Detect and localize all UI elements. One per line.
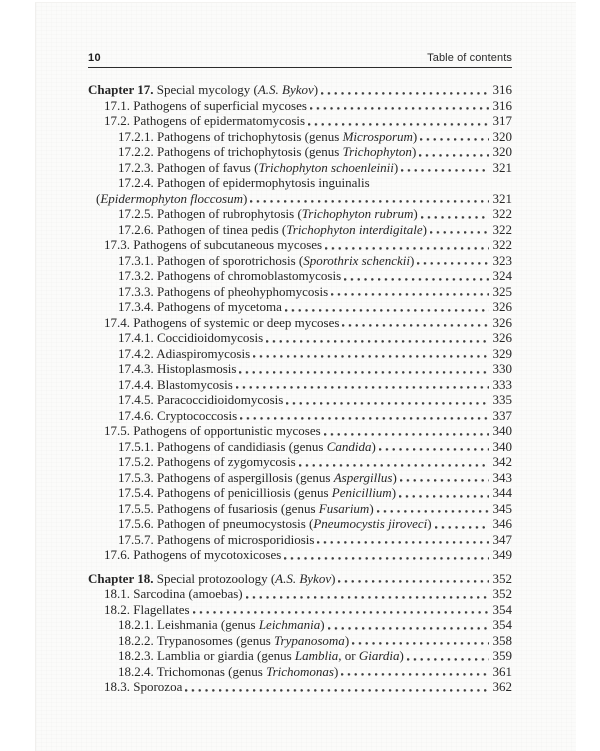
toc-entry: [88, 361, 512, 377]
dot-leader: [344, 268, 488, 284]
toc-entry: [88, 237, 512, 253]
toc-entry: [88, 315, 512, 331]
toc-entry-page: 317: [492, 113, 512, 128]
toc-entry: [88, 571, 512, 587]
toc-entry: [88, 206, 512, 222]
dot-leader: [193, 602, 489, 618]
toc-entry-page: 321: [492, 159, 512, 175]
toc-entry-text: 17.2.4. Pathogen of epidermophytosis inguinalis: [118, 175, 370, 190]
toc-entry-text: 17.2.1. Pathogens of trichophytosis (genus Microsporum): [118, 128, 418, 144]
toc-entry-text: 17.2.3. Pathogen of favus (Trichophyton schoenleinii): [118, 159, 399, 175]
toc-entry-text: 17.4. Pathogens of systemic or deep mycoses: [104, 314, 340, 330]
dot-leader: [250, 191, 488, 207]
toc-entry-text: Chapter 18. Special protozoology (A.S. Bykov): [88, 570, 336, 586]
dot-leader: [253, 346, 488, 362]
toc-entry: [88, 175, 512, 191]
toc-entry-text: 17.5.4. Pathogens of penicilliosis (genus Penicillium): [118, 485, 397, 500]
toc-entry-text: 17.3.2. Pathogens of chromoblastomycosis: [118, 268, 342, 283]
toc-entry-text: 17.5.2. Pathogens of zygomycosis: [118, 454, 296, 469]
toc-entry-page: 322: [492, 206, 512, 221]
dot-leader: [421, 206, 489, 222]
dot-leader: [328, 617, 489, 633]
toc-entry-text: 17.4.1. Coccidioidomycosis: [118, 330, 264, 345]
toc-entry: [88, 113, 512, 129]
dot-leader: [407, 648, 489, 664]
toc-entry-page: 335: [492, 392, 512, 407]
dot-leader: [286, 392, 488, 408]
dot-leader: [310, 98, 489, 114]
toc-entry: [88, 268, 512, 284]
toc-entry-page: 330: [492, 361, 512, 376]
dot-leader: [317, 532, 488, 548]
toc-entry: [88, 98, 512, 114]
page-number: 10: [88, 52, 102, 64]
toc-entry: [88, 144, 512, 160]
toc-entry-text: 17.6. Pathogens of mycotoxicoses: [104, 547, 282, 562]
toc-entry-text: 18.2.1. Leishmania (genus Leichmania): [118, 617, 325, 632]
toc-entry-text: 17.5.6. Pathogen of pneumocystosis (Pneumocystis jiroveci): [118, 516, 432, 531]
toc-entry: [88, 586, 512, 602]
toc-entry-page: 322: [492, 221, 512, 237]
toc-entry: [88, 346, 512, 362]
dot-leader: [341, 664, 488, 680]
dot-leader: [379, 439, 489, 455]
toc-entry: [88, 454, 512, 470]
toc-entry-page: 340: [492, 423, 512, 438]
dot-leader: [399, 485, 488, 501]
toc-entry-text: 17.3. Pathogens of subcutaneous mycoses: [104, 237, 323, 252]
toc-entry-text: 18.2.4. Trichomonas (genus Trichomonas): [118, 663, 339, 679]
toc-entry-text: 18.1. Sarcodina (amoebas): [104, 586, 243, 601]
dot-leader: [266, 330, 488, 346]
toc-entry-page: 345: [492, 500, 512, 516]
toc-entry-text: 17.5.7. Pathogens of microsporidiosis: [118, 531, 315, 547]
toc-entry-text: 17.4.4. Blastomycosis: [118, 376, 233, 392]
toc-entry: [88, 679, 512, 695]
toc-entry: [88, 423, 512, 439]
toc-entry-page: 333: [492, 376, 512, 392]
toc-entry: [88, 330, 512, 346]
toc-entry: [88, 284, 512, 300]
toc-entry: [88, 532, 512, 548]
dot-leader: [285, 299, 489, 315]
dot-leader: [401, 160, 488, 176]
dot-leader: [321, 82, 488, 98]
toc-entry: [88, 160, 512, 176]
dot-leader: [308, 113, 488, 129]
toc-entry-page: 316: [492, 82, 512, 97]
dot-leader: [240, 408, 488, 424]
toc-entry-page: 343: [492, 469, 512, 485]
toc-entry-text: 17.2. Pathogens of epidermatomycosis: [104, 113, 306, 128]
toc-entry: [88, 392, 512, 408]
dot-leader: [246, 586, 489, 602]
dot-leader: [331, 284, 488, 300]
toc-entry-text: 17.5.3. Pathogens of aspergillosis (genus Aspergillus): [118, 469, 397, 485]
dot-leader: [417, 253, 488, 269]
toc-entry: [88, 82, 512, 98]
toc-entry: [88, 222, 512, 238]
toc-entry-page: 342: [492, 454, 512, 469]
toc-entry-text: 18.2.2. Trypanosomes (genus Trypanosoma): [118, 632, 350, 648]
toc-entry-page: 323: [492, 252, 512, 268]
toc-entry: [88, 408, 512, 424]
toc-entry: [88, 485, 512, 501]
toc-entry-text: 17.5.1. Pathogens of candidiasis (genus Candida): [118, 438, 376, 454]
toc-entry-page: 352: [492, 570, 512, 586]
toc-entry-page: 316: [492, 97, 512, 113]
toc-entry-page: 320: [492, 128, 512, 144]
toc-entry-text: 17.4.6. Cryptococcosis: [118, 407, 238, 423]
toc-entry: [88, 501, 512, 517]
toc-entry: [88, 602, 512, 618]
toc-entry-page: 326: [492, 314, 512, 330]
toc-entry-page: 326: [492, 330, 512, 345]
dot-leader: [342, 315, 488, 331]
toc-entry-page: 354: [492, 601, 512, 617]
dot-leader: [352, 633, 488, 649]
toc-entry-page: 362: [492, 679, 512, 694]
dot-leader: [420, 129, 488, 145]
toc-entry-page: 359: [492, 648, 512, 663]
dot-leader: [338, 571, 488, 587]
toc-entry-page: 346: [492, 516, 512, 531]
toc-entry: [88, 377, 512, 393]
dot-leader: [185, 679, 488, 695]
toc-entry-page: 340: [492, 438, 512, 454]
dot-leader: [239, 361, 488, 377]
toc-entry-text: 17.2.5. Pathogen of rubrophytosis (Trichophyton rubrum): [118, 206, 418, 221]
toc-entry-page: 349: [492, 547, 512, 562]
toc-entry-page: 354: [492, 617, 512, 632]
toc-entry-page: 321: [492, 190, 512, 206]
toc-entry-page: 322: [492, 237, 512, 252]
dot-leader: [299, 454, 489, 470]
toc-entry-text: Chapter 17. Special mycology (A.S. Bykov): [88, 82, 319, 97]
toc-entry-page: 329: [492, 345, 512, 361]
running-header: [88, 52, 512, 68]
toc-list: [88, 82, 512, 695]
toc-entry-text: 17.5.5. Pathogens of fusariosis (genus Fusarium): [118, 500, 374, 516]
dot-leader: [400, 470, 489, 486]
toc-entry-text: 17.2.6. Pathogen of tinea pedis (Trichophyton interdigitale): [118, 221, 427, 237]
toc-entry-text: 17.4.2. Adiaspiromycosis: [118, 345, 251, 361]
toc-entry: [88, 547, 512, 563]
toc-entry: [88, 633, 512, 649]
running-header-title: Table of contents: [427, 52, 512, 64]
page-content: [88, 52, 512, 695]
toc-entry-page: 324: [492, 268, 512, 283]
toc-entry-text: 18.2. Flagellates: [104, 601, 190, 617]
toc-entry-text: 17.3.1. Pathogen of sporotrichosis (Sporothrix schenckii): [118, 252, 415, 268]
toc-entry-page: 358: [492, 632, 512, 648]
dot-leader: [325, 237, 488, 253]
toc-entry-page: 352: [492, 586, 512, 601]
toc-entry: [88, 299, 512, 315]
toc-entry-page: 361: [492, 663, 512, 679]
toc-entry: [88, 648, 512, 664]
dot-leader: [419, 144, 488, 160]
toc-entry-text: 17.3.3. Pathogens of pheohyphomycosis: [118, 283, 329, 299]
dot-leader: [236, 377, 489, 393]
toc-entry-page: 320: [492, 144, 512, 159]
toc-entry-page: 326: [492, 299, 512, 314]
toc-entry-page: 347: [492, 531, 512, 547]
toc-entry-text: 17.4.3. Histoplasmosis: [118, 361, 237, 376]
toc-entry-page: 337: [492, 407, 512, 423]
toc-entry-text: (Epidermophyton floccosum): [96, 190, 248, 206]
toc-entry-text: 17.5. Pathogens of opportunistic mycoses: [104, 423, 321, 438]
toc-entry: [88, 191, 512, 207]
toc-entry: [88, 516, 512, 532]
toc-entry-text: 17.4.5. Paracoccidioidomycosis: [118, 392, 284, 407]
toc-entry: [88, 129, 512, 145]
toc-entry-text: 17.3.4. Pathogens of mycetoma: [118, 299, 282, 314]
toc-entry: [88, 439, 512, 455]
toc-entry: [88, 253, 512, 269]
toc-entry-text: 17.1. Pathogens of superficial mycoses: [104, 97, 307, 113]
dot-leader: [284, 547, 488, 563]
toc-entry-text: 17.2.2. Pathogens of trichophytosis (genus Trichophyton): [118, 144, 417, 159]
toc-entry: [88, 664, 512, 680]
toc-entry-text: 18.2.3. Lamblia or giardia (genus Lamblia, or Giardia): [118, 648, 404, 663]
dot-leader: [430, 222, 489, 238]
toc-entry-page: 325: [492, 283, 512, 299]
toc-entry-page: 344: [492, 485, 512, 500]
dot-leader: [435, 516, 489, 532]
dot-leader: [324, 423, 489, 439]
dot-leader: [377, 501, 489, 517]
toc-entry: [88, 617, 512, 633]
toc-entry-text: 18.3. Sporozoa: [104, 679, 183, 694]
toc-entry: [88, 470, 512, 486]
